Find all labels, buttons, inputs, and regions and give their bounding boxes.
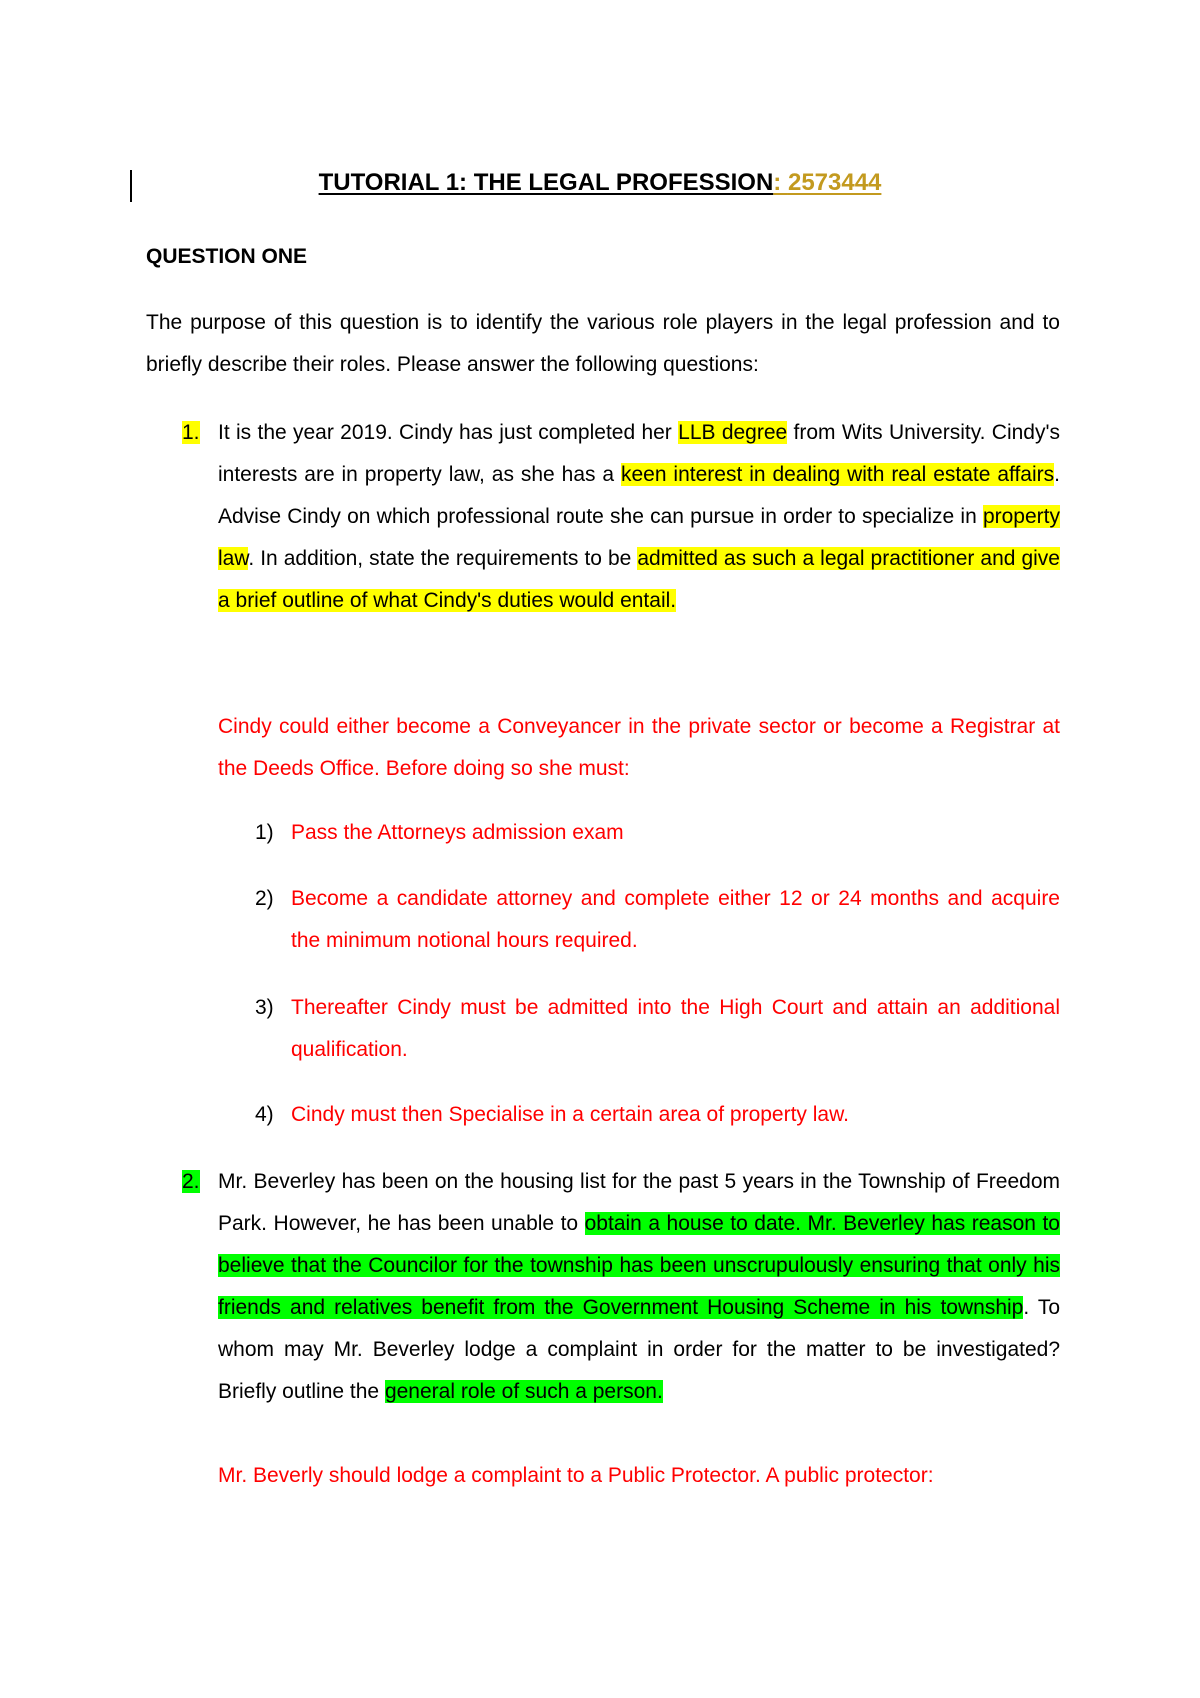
- step-2-text: Become a candidate attorney and complete either 12 or 24 months and acquire the minimum notional hours required.: [291, 887, 1060, 952]
- step-3-number: 3): [255, 996, 274, 1019]
- question-heading: QUESTION ONE: [146, 245, 308, 268]
- question-1-text: It is the year 2019. Cindy has just completed her LLB degree from Wits University. Cindy's interests are in property law, as she has a keen interest in dealing with real estate affairs. Advise Cindy on which professional route she can pursue in order to specialize in property law. In addition, state the requirements to be admitted as such a legal practitioner and give a brief outline of what Cindy's duties would entail.: [218, 421, 1060, 612]
- highlight-property-law: property law: [218, 505, 1060, 570]
- document-title: [0, 169, 1200, 197]
- step-1-number: 1): [255, 821, 274, 844]
- question-2-number: 2.: [182, 1170, 200, 1193]
- title-colon: :: [773, 169, 788, 196]
- question-2-text: Mr. Beverley has been on the housing list for the past 5 years in the Township of Freedom Park. However, he has been unable to obtain a house to date. Mr. Beverley has reason to believe that the Councilor for the township has been unscrupulously ensuring that only his friends and relatives benefit from the Government Housing Scheme in his township. To whom may Mr. Beverley lodge a complaint in order for the matter to be investigated? Briefly outline the general role of such a person.: [218, 1170, 1061, 1403]
- question-2-answer: Mr. Beverly should lodge a complaint to a Public Protector. A public protector:: [218, 1464, 934, 1487]
- step-1-text: Pass the Attorneys admission exam: [291, 821, 624, 844]
- highlight-keen-interest: keen interest in dealing with real estate affairs: [620, 463, 1055, 486]
- highlight-complaint: obtain a house to date. Mr. Beverley has reason to believe that the Councilor for the township has been unscrupulously ensuring that only his friends and relatives benefit from the Government Housing Scheme in his township: [218, 1212, 1060, 1319]
- step-4-text: Cindy must then Specialise in a certain area of property law.: [291, 1103, 849, 1126]
- step-3-text: Thereafter Cindy must be admitted into the High Court and attain an additional qualification.: [291, 996, 1060, 1061]
- step-4-number: 4): [255, 1103, 274, 1126]
- highlight-llb-degree: LLB degree: [678, 421, 788, 444]
- intro-paragraph: The purpose of this question is to identify the various role players in the legal profession and to briefly describe their roles. Please answer the following questions:: [146, 311, 1060, 376]
- question-1-number: 1.: [182, 421, 200, 444]
- student-number: 2573444: [787, 169, 882, 196]
- step-2-number: 2): [255, 887, 274, 910]
- highlight-general-role: general role of such a person.: [384, 1380, 663, 1403]
- highlight-admitted: admitted as such a legal practitioner and give a brief outline of what Cindy's duties would entail.: [218, 547, 1060, 612]
- question-1-answer: Cindy could either become a Conveyancer in the private sector or become a Registrar at the Deeds Office. Before doing so she must:: [218, 715, 1060, 780]
- title-text: TUTORIAL 1: THE LEGAL PROFESSION: [318, 169, 774, 196]
